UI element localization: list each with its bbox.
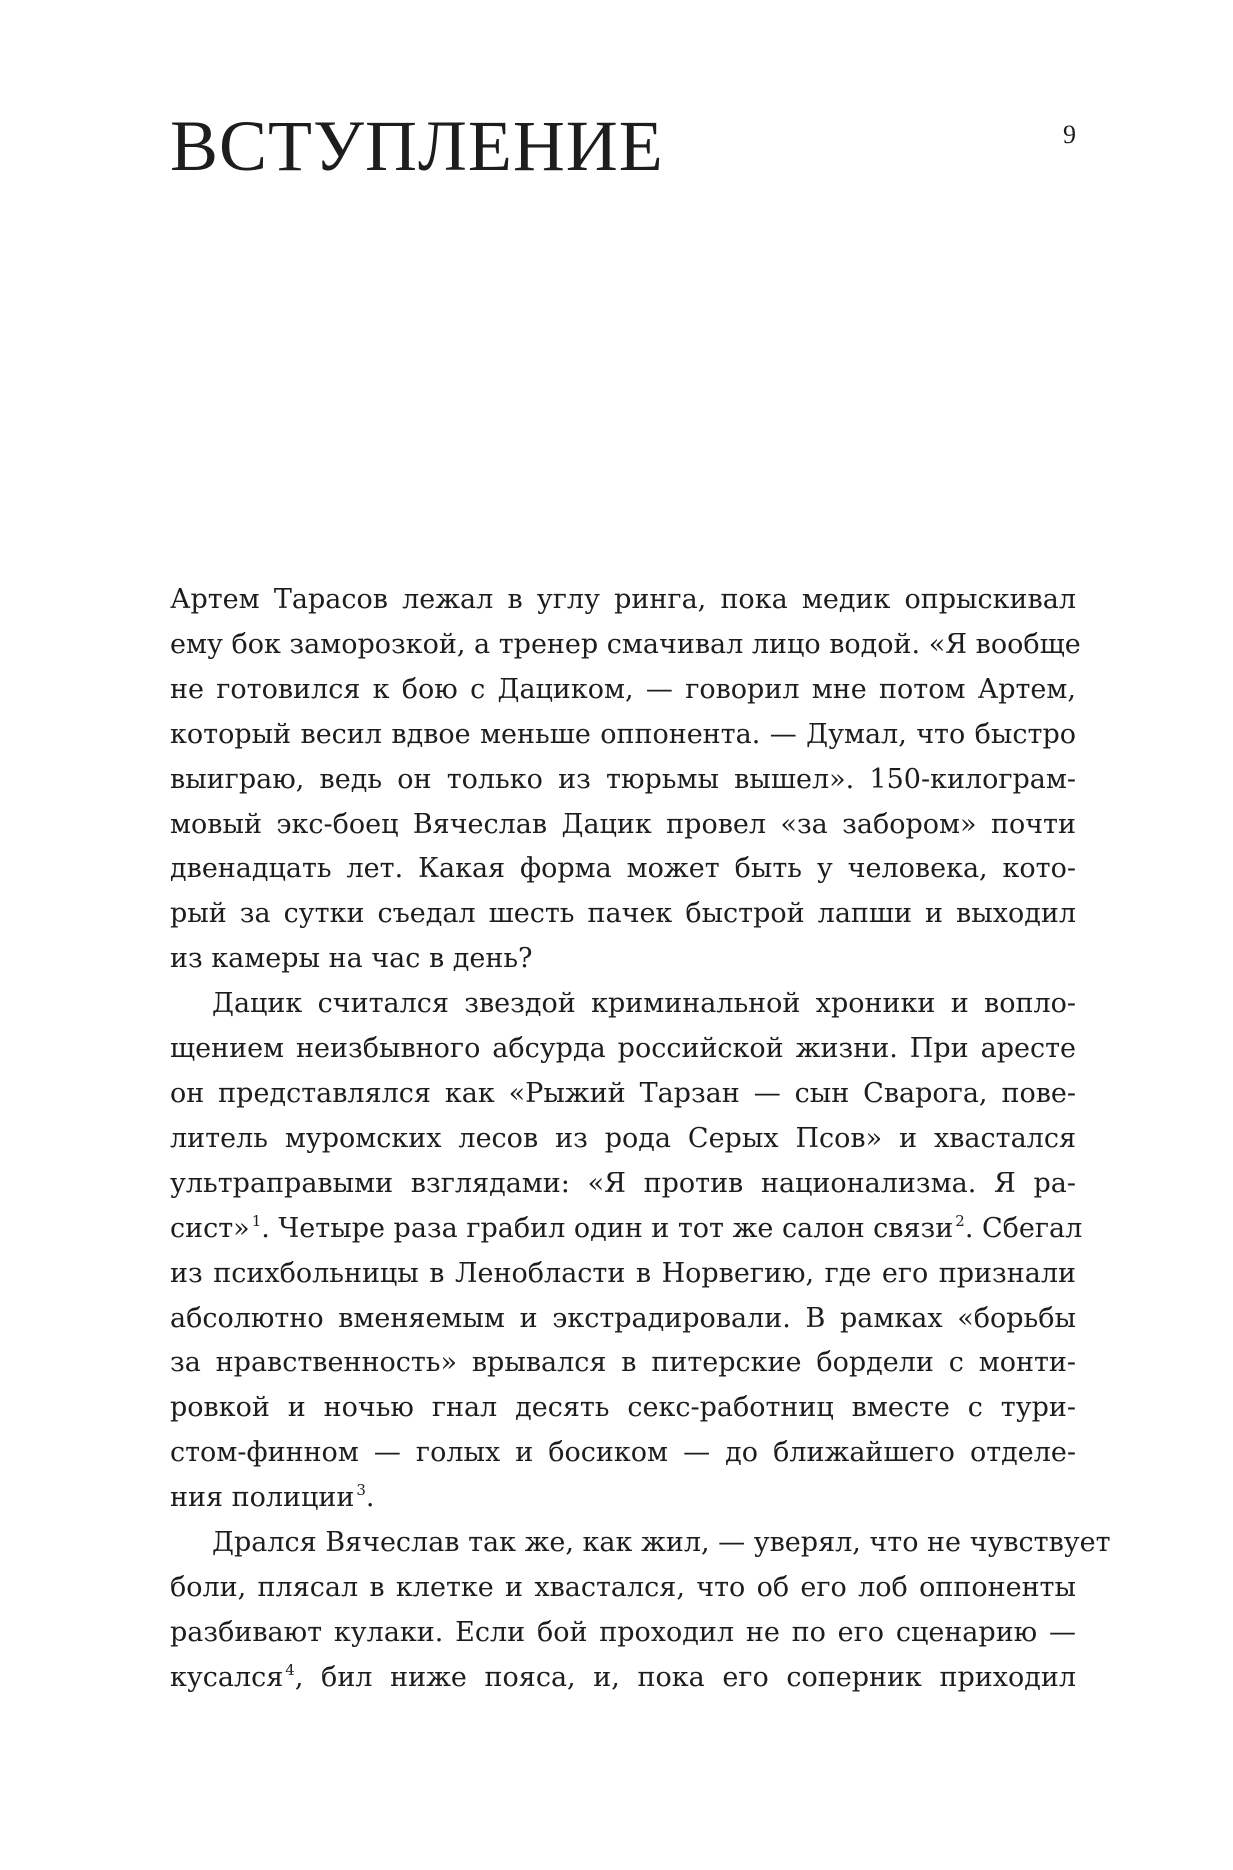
text-line: литель муромских лесов из рода Серых Псов» и хвастался <box>170 1122 1076 1154</box>
text-line <box>170 1656 1076 1701</box>
paragraph-1 <box>170 578 1081 982</box>
text-fragment: , бил ниже пояса, и, пока его соперник приходил <box>294 1661 1076 1693</box>
text-line: ровкой и ночью гнал десять секс-работниц вместе с тури- <box>170 1392 1076 1424</box>
text-line: не готовился к бою с Дациком, — говорил мне потом Артем, <box>170 673 1076 705</box>
text-line: боли, плясал в клетке и хвастался, что об его лоб оппоненты <box>170 1571 1076 1603</box>
body-text <box>170 578 1111 1701</box>
text-line: за нравственность» врывался в питерские бордели с монти- <box>170 1347 1076 1379</box>
text-line: двенадцать лет. Какая форма может быть у человека, кото- <box>170 853 1076 885</box>
text-fragment: сист» <box>170 1212 250 1244</box>
text-line: Дацик считался звездой криминальной хроники и вопло- <box>212 988 1076 1020</box>
text-fragment: ния полиции <box>170 1482 355 1514</box>
paragraph-2 <box>170 982 1083 1521</box>
text-line: мовый экс-боец Вячеслав Дацик провел «за забором» почти <box>170 808 1076 840</box>
text-line: выиграю, ведь он только из тюрьмы вышел». 150-килограм- <box>170 763 1076 795</box>
text-line: абсолютно вменяемым и экстрадировали. В рамках «борьбы <box>170 1302 1076 1334</box>
text-line: ему бок заморозкой, а тренер смачивал лицо водой. «Я вообще <box>170 628 1081 660</box>
text-line: из психбольницы в Ленобласти в Норвегию, где его признали <box>170 1257 1076 1289</box>
text-line: Дрался Вячеслав так же, как жил, — уверял, что не чувствует <box>212 1527 1111 1559</box>
footnote-ref-3[interactable]: 3 <box>356 1481 366 1500</box>
text-line <box>170 1476 1076 1521</box>
text-line <box>170 1207 1083 1252</box>
text-line: из камеры на час в день? <box>170 943 533 975</box>
text-fragment: кусался <box>170 1661 284 1693</box>
footnote-ref-1[interactable]: 1 <box>251 1211 262 1230</box>
text-line: Артем Тарасов лежал в углу ринга, пока медик опрыскивал <box>170 584 1076 615</box>
text-line: разбивают кулаки. Если бой проходил не по его сценарию — <box>170 1616 1076 1648</box>
paragraph-3 <box>170 1521 1111 1701</box>
footnote-ref-2[interactable]: 2 <box>955 1211 965 1230</box>
text-line: рый за сутки съедал шесть пачек быстрой лапши и выходил <box>170 898 1076 930</box>
text-line: стом-финном — голых и босиком — до ближайшего отделе- <box>170 1437 1076 1469</box>
footnote-ref-4[interactable]: 4 <box>285 1660 295 1679</box>
text-line: щением неизбывного абсурда российской жизни. При аресте <box>170 1033 1076 1065</box>
chapter-title: ВСТУПЛЕНИЕ <box>170 106 664 186</box>
text-fragment: . Четыре раза грабил один и тот же салон связи <box>261 1212 954 1244</box>
text-line: который весил вдвое меньше оппонента. — Думал, что быстро <box>170 718 1076 750</box>
page-number: 9 <box>1063 120 1076 149</box>
text-fragment: . Сбегал <box>964 1212 1083 1244</box>
text-line: он представлялся как «Рыжий Тарзан — сын Сварога, пове- <box>170 1077 1076 1109</box>
text-line: ультраправыми взглядами: «Я против национализма. Я ра- <box>170 1167 1076 1199</box>
text-fragment: . <box>365 1482 375 1514</box>
